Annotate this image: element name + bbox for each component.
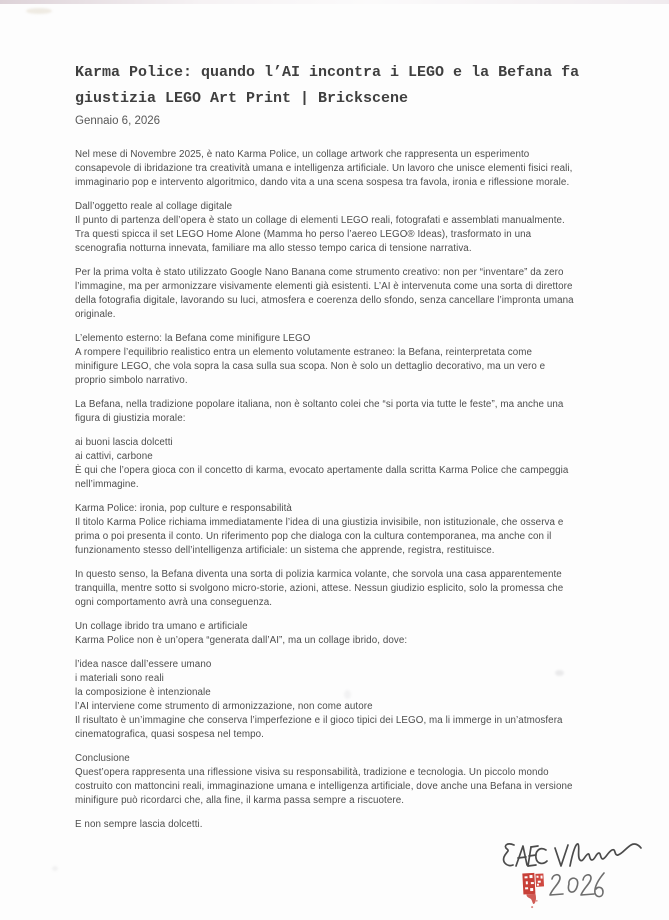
scan-artifact-smudge [26, 8, 52, 14]
paragraph-block [75, 658, 603, 742]
text-line: Un collage ibrido tra umano e artificiale [75, 621, 248, 632]
text-line: l’immagine, ma per armonizzare visivamente elementi già esistenti. L’AI è intervenuta come una sorta di direttore [75, 281, 573, 292]
red-seal-stamp [522, 872, 545, 908]
text-line: È qui che l’opera gioca con il concetto di karma, evocato apertamente dalla scritta Karma Police che campeggia [75, 465, 569, 476]
text-line: A rompere l’equilibrio realistico entra un elemento volutamente estraneo: la Befana, reinterpretata come [75, 347, 533, 358]
handwritten-signature [504, 844, 641, 866]
paragraph-block [75, 332, 603, 388]
document-blocks [75, 148, 603, 832]
text-line: Karma Police non è un’opera “generata dall’AI”, ma un collage ibrido, dove: [75, 635, 408, 646]
scan-artifact-top-band [0, 0, 669, 4]
paragraph-block [75, 148, 603, 190]
text-line: Karma Police: ironia, pop culture e responsabilità [75, 503, 292, 514]
text-line: prima o poi presenta il conto. Un riferimento pop che dialoga con la cultura contemporanea, ma anche con il [75, 531, 552, 542]
text-line: cinematografica, quasi sospesa nel tempo. [75, 729, 264, 740]
text-line: ogni comportamento avrà una conseguenza. [75, 597, 273, 608]
text-line: Quest’opera rappresenta una riflessione visiva su responsabilità, tradizione e tecnologia. Un piccolo mondo [75, 767, 549, 778]
text-line: Il punto di partenza dell’opera è stato un collage di elementi LEGO reali, fotografati e assemblati manualmente. [75, 215, 565, 226]
paragraph-block [75, 200, 603, 256]
paragraph-block [75, 568, 603, 610]
text-line: minifigure può ricordarci che, alla fine, il karma passa sempre a riscuotere. [75, 795, 405, 806]
text-line: Tra questi spicca il set LEGO Home Alone (Mamma ho perso l’aereo LEGO® Ideas), trasformato in una [75, 229, 532, 240]
text-line: immaginario pop e intervento algoritmico, dando vita a una scena sospesa tra favola, ironia e riflessione morale. [75, 177, 570, 188]
text-line: Il titolo Karma Police richiama immediatamente l’idea di una giustizia invisibile, non istituzionale, che osserva e [75, 517, 564, 528]
text-line: tranquilla, mentre sotto si svolgono micro-storie, azioni, attese. Nessun giudizio esplicito, solo la promessa che [75, 583, 564, 594]
article-title [75, 60, 603, 112]
text-line: figura di giustizia morale: [75, 413, 186, 424]
text-line: costruito con mattoncini reali, immaginazione umana e intelligenza artificiale, dove anche una Befana in versione [75, 781, 573, 792]
paragraph-block [75, 818, 603, 832]
text-line: Conclusione [75, 753, 130, 764]
paragraph-block [75, 266, 603, 322]
text-line: Il risultato è un’immagine che conserva l’imperfezione e il gioco tipici dei LEGO, ma li immerge in un’atmosfera [75, 715, 563, 726]
text-line: l’AI interviene come strumento di armonizzazione, non come autore [75, 701, 373, 712]
text-line: In questo senso, la Befana diventa una sorta di polizia karmica volante, che sorvola una casa apparentemente [75, 569, 562, 580]
text-line: Dall’oggetto reale al collage digitale [75, 201, 233, 212]
text-line: della fotografia digitale, lavorando su luci, atmosfera e coerenza dello sfondo, senza cancellare l’impronta umana [75, 295, 574, 306]
paragraph-block [75, 752, 603, 808]
text-line: l’idea nasce dall’essere umano [75, 659, 212, 670]
text-line: Nel mese di Novembre 2025, è nato Karma Police, un collage artwork che rappresenta un esperimento [75, 149, 530, 160]
text-line: minifigure LEGO, che vola sopra la casa sulla sua scopa. Non è solo un dettaglio decorativo, ma un vero e [75, 361, 546, 372]
text-line: la composizione è intenzionale [75, 687, 211, 698]
paragraph-block [75, 502, 603, 558]
title-line: Karma Police: quando l’AI incontra i LEGO e la Befana fa [75, 64, 580, 81]
text-line: proprio simbolo narrativo. [75, 375, 188, 386]
text-line: L’elemento esterno: la Befana come minifigure LEGO [75, 333, 311, 344]
article-content [75, 60, 603, 842]
signature-area [495, 838, 665, 918]
text-line: ai buoni lascia dolcetti [75, 437, 173, 448]
text-line: scenografia notturna innevata, familiare ma allo stesso tempo carica di tensione narrativa. [75, 243, 472, 254]
text-line: nell’immagine. [75, 479, 139, 490]
handwritten-year [550, 873, 604, 897]
scan-artifact-speck [52, 866, 58, 871]
text-line: consapevole di ibridazione tra creatività umana e intelligenza artificiale. Un lavoro che unisce elementi fisici reali, [75, 163, 573, 174]
paragraph-block [75, 620, 603, 648]
text-line: Per la prima volta è stato utilizzato Google Nano Banana come strumento creativo: non per “inventare” da zero [75, 267, 564, 278]
text-line: i materiali sono reali [75, 673, 164, 684]
text-line: E non sempre lascia dolcetti. [75, 819, 203, 830]
text-line: funzionamento stesso dell’intelligenza artificiale: un sistema che apprende, registra, restituisce. [75, 545, 495, 556]
text-line: originale. [75, 309, 116, 320]
article-date: Gennaio 6, 2026 [75, 115, 161, 127]
text-line: La Befana, nella tradizione popolare italiana, non è soltanto colei che “si porta via tutte le feste”, ma anche una [75, 399, 564, 410]
paragraph-block [75, 436, 603, 492]
paragraph-block [75, 398, 603, 426]
text-line: ai cattivi, carbone [75, 451, 153, 462]
title-line: giustizia LEGO Art Print | Brickscene [75, 90, 409, 107]
